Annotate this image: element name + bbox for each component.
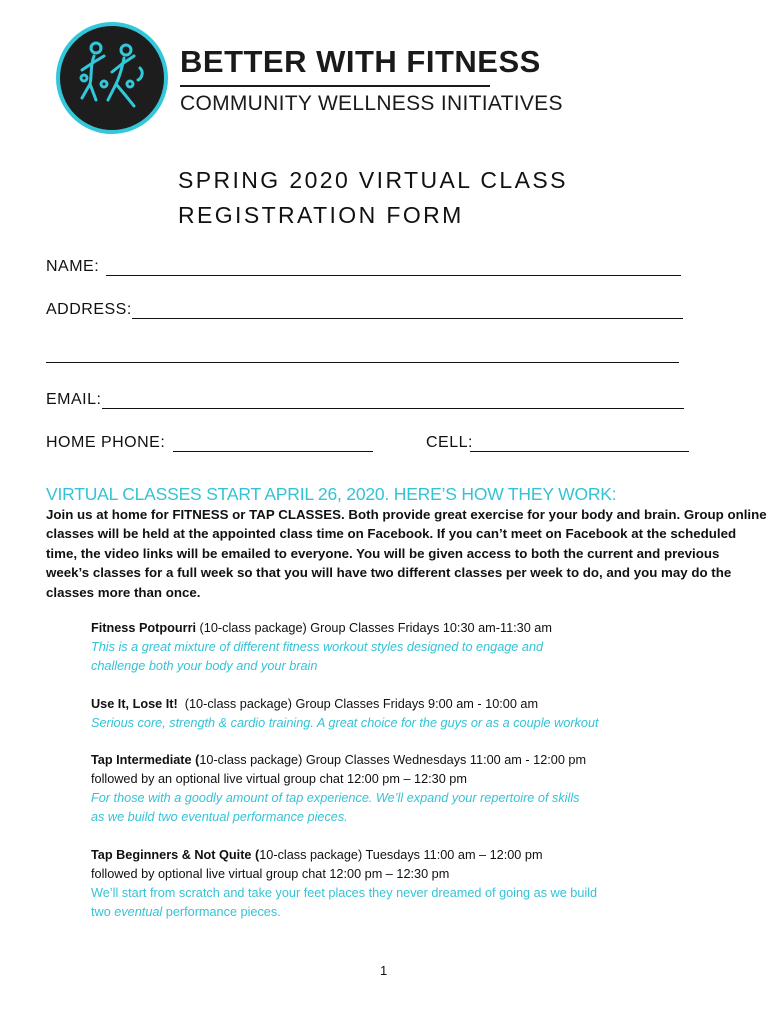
cell-label: CELL: <box>426 434 473 451</box>
home-phone-field[interactable] <box>173 451 373 452</box>
address-field-line2[interactable] <box>46 362 679 363</box>
name-field[interactable] <box>106 275 681 276</box>
address-label: ADDRESS: <box>46 301 132 318</box>
dancing-figures-icon <box>60 26 164 130</box>
form-title-line2: REGISTRATION FORM <box>178 202 464 228</box>
class-details: (10-class package) Group Classes Fridays 9:00 am - 10:00 am <box>177 697 539 711</box>
class-description: For those with a goodly amount of tap experience. We’ll expand your repertoire of skills <box>91 791 580 805</box>
class-fitness-potpourri <box>91 619 711 676</box>
intro-line: time, the video links will be emailed to everyone. You will be given access to both the current and previous <box>46 545 720 561</box>
class-name: Fitness Potpourri <box>91 621 197 635</box>
form-title-line1: SPRING 2020 VIRTUAL CLASS <box>178 167 568 193</box>
intro-paragraph <box>46 505 767 602</box>
intro-heading: VIRTUAL CLASSES START APRIL 26, 2020. HERE’S HOW THEY WORK: <box>46 484 617 504</box>
desc-text: performance pieces. <box>162 905 281 919</box>
class-details: 10-class package) Group Classes Wednesdays 11:00 am - 12:00 pm <box>199 753 587 767</box>
desc-text: two <box>91 905 115 919</box>
name-label: NAME: <box>46 258 100 275</box>
class-tap-beginners <box>91 846 711 922</box>
class-description: challenge both your body and your brain <box>91 659 318 673</box>
class-tap-intermediate <box>91 751 711 827</box>
class-details: 10-class package) Tuesdays 11:00 am – 12:00 pm <box>259 848 543 862</box>
class-description <box>91 903 711 922</box>
class-extra: followed by an optional live virtual group chat 12:00 pm – 12:30 pm <box>91 772 467 786</box>
email-label: EMAIL: <box>46 391 102 408</box>
email-field[interactable] <box>102 408 684 409</box>
class-description: We’ll start from scratch and take your feet places they never dreamed of going as we build <box>91 886 598 900</box>
brand-title: BETTER WITH FITNESS <box>180 44 541 79</box>
form-title <box>178 163 568 233</box>
class-name: Tap Intermediate ( <box>91 753 200 767</box>
page-number: 1 <box>380 963 388 978</box>
intro-line: week’s classes for a full week so that you will have two different classes per week to do, and you may do the <box>46 565 732 581</box>
class-description: Serious core, strength & cardio training. A great choice for the guys or as a couple workout <box>91 716 599 730</box>
class-name: Use It, Lose It! <box>91 697 178 711</box>
intro-line: classes will be held at the appointed class time on Facebook. If you can’t meet on Facebook at the scheduled <box>46 526 737 542</box>
class-details: (10-class package) Group Classes Fridays 10:30 am-11:30 am <box>196 621 552 635</box>
brand-divider <box>180 85 490 87</box>
class-name: Tap Beginners & Not Quite ( <box>91 848 260 862</box>
class-description: This is a great mixture of different fitness workout styles designed to engage and <box>91 640 544 654</box>
cell-field[interactable] <box>470 451 689 452</box>
desc-emphasis: eventual <box>114 905 163 919</box>
home-phone-label: HOME PHONE: <box>46 434 166 451</box>
class-use-it-lose-it <box>91 695 711 733</box>
class-extra: followed by optional live virtual group chat 12:00 pm – 12:30 pm <box>91 867 450 881</box>
intro-line: Join us at home for FITNESS or TAP CLASSES. Both provide great exercise for your body and brain. Group online <box>46 507 767 522</box>
logo <box>56 22 168 134</box>
address-field[interactable] <box>132 318 683 319</box>
class-description: as we build two eventual performance pieces. <box>91 810 348 824</box>
brand-subtitle: COMMUNITY WELLNESS INITIATIVES <box>180 92 563 115</box>
intro-line: classes more than once. <box>46 584 201 600</box>
